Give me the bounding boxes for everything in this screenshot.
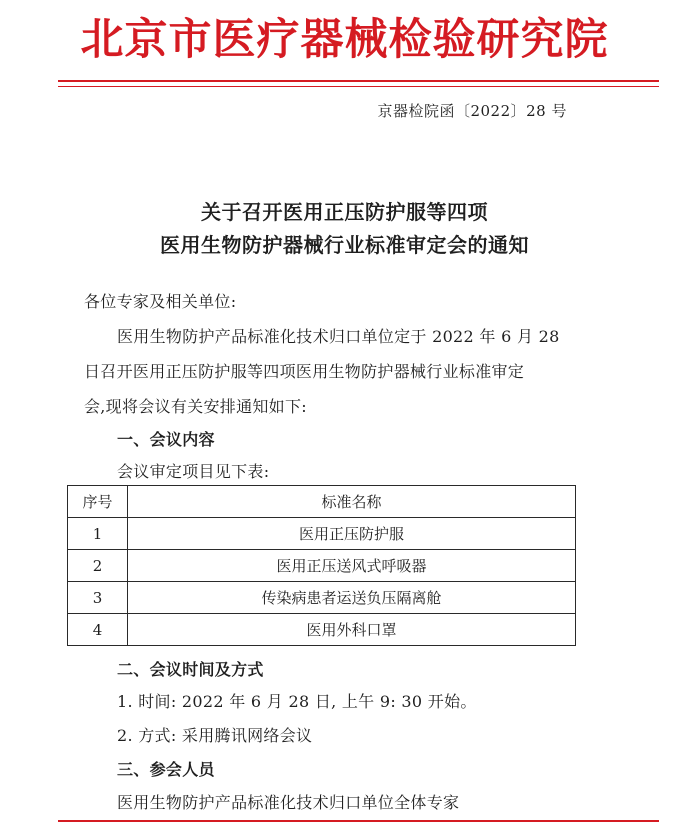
attendees: 医用生物防护产品标准化技术归口单位全体专家 xyxy=(117,793,460,812)
row-number: 3 xyxy=(68,582,128,614)
footer-rule xyxy=(58,820,659,822)
table-header-row xyxy=(68,486,576,518)
intro-line-1: 医用生物防护产品标准化技术归口单位定于 2022 年 6 月 28 xyxy=(117,327,560,346)
document-title-line-2: 医用生物防护器械行业标准审定会的通知 xyxy=(160,233,529,257)
institute-letterhead: 北京市医疗器械检验研究院 xyxy=(80,15,609,65)
intro-line-2: 日召开医用正压防护服等四项医用生物防护器械行业标准审定 xyxy=(84,362,525,381)
table-row xyxy=(68,614,576,646)
meeting-method: 2. 方式: 采用腾讯网络会议 xyxy=(117,726,313,745)
document-title-line-1: 关于召开医用正压防护服等四项 xyxy=(201,200,488,224)
table-row xyxy=(68,518,576,550)
row-standard-name: 医用正压送风式呼吸器 xyxy=(128,550,576,582)
row-standard-name: 医用正压防护服 xyxy=(128,518,576,550)
section-3-heading: 三、参会人员 xyxy=(117,760,215,779)
column-header-standard-name: 标准名称 xyxy=(128,486,576,518)
table-row xyxy=(68,582,576,614)
letterhead-rule-thin xyxy=(58,86,659,87)
row-standard-name: 传染病患者运送负压隔离舱 xyxy=(128,582,576,614)
table-row xyxy=(68,550,576,582)
meeting-time: 1. 时间: 2022 年 6 月 28 日, 上午 9: 30 开始。 xyxy=(117,692,477,711)
review-items-table xyxy=(67,485,576,646)
row-number: 1 xyxy=(68,518,128,550)
section-1-heading: 一、会议内容 xyxy=(117,430,215,449)
row-number: 4 xyxy=(68,614,128,646)
document-number: 京器检院函〔2022〕28 号 xyxy=(377,102,567,120)
salutation: 各位专家及相关单位: xyxy=(84,292,237,311)
column-header-number: 序号 xyxy=(68,486,128,518)
intro-line-3: 会,现将会议有关安排通知如下: xyxy=(84,397,307,416)
letterhead-rule xyxy=(58,80,659,82)
row-number: 2 xyxy=(68,550,128,582)
section-2-heading: 二、会议时间及方式 xyxy=(117,660,264,679)
row-standard-name: 医用外科口罩 xyxy=(128,614,576,646)
table-caption: 会议审定项目见下表: xyxy=(117,462,270,481)
